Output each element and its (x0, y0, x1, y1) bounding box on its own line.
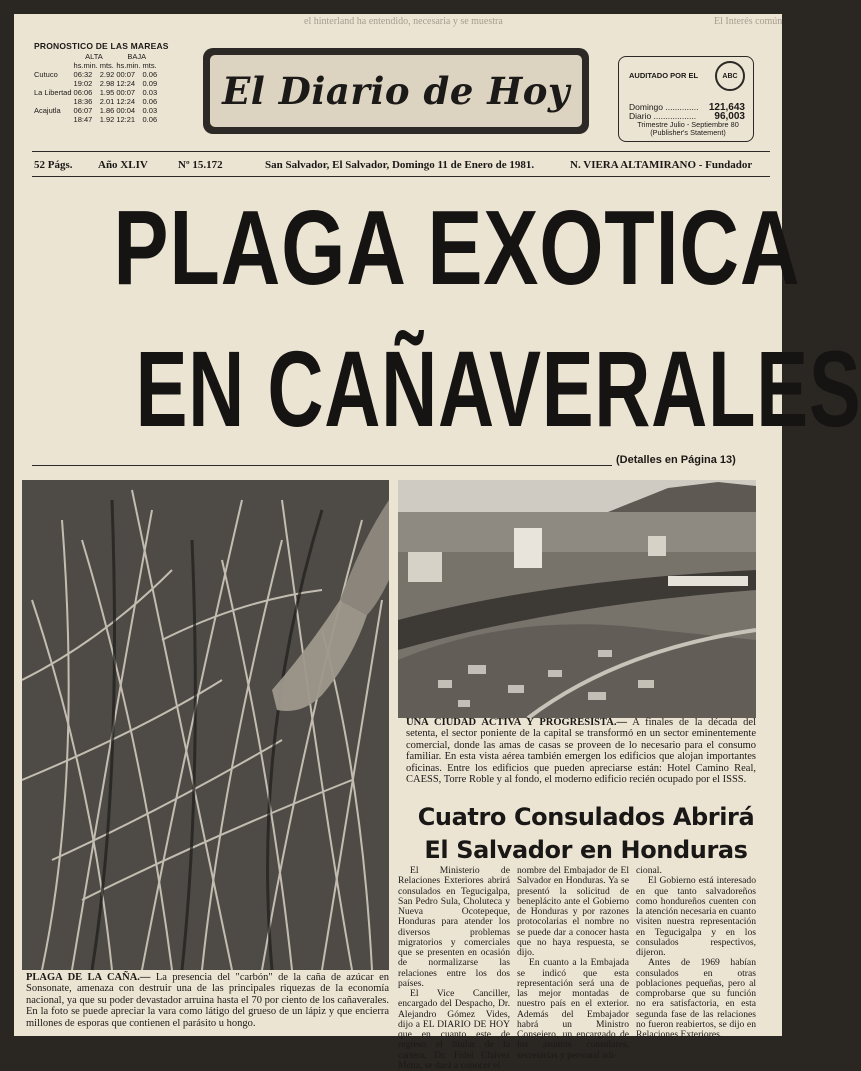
tide-table (34, 52, 159, 124)
sugarcane-photo-graphic (22, 480, 389, 970)
consulates-headline: Cuatro Consulados Abrirá El Salvador en Honduras (417, 803, 755, 864)
audit-label: AUDITADO POR EL (629, 71, 699, 80)
masthead (203, 48, 589, 134)
tide-unit: hs.min. (73, 61, 98, 70)
aerial-city-photo (398, 480, 756, 718)
headline-details-ref: (Detalles en Página 13) (616, 454, 736, 466)
tide-row: 19:02 2.98 12:24 0.09 (73, 79, 158, 88)
issue-number: Nº 15.172 (178, 159, 223, 171)
tide-header-high: ALTA (85, 52, 103, 61)
audit-row-daily: Diario .................. 96,003 (629, 111, 745, 122)
article-column-2: nombre del Embajador de El Salvador en Honduras. Ya se presentó la solicitud de beneplácito ante el Gobierno de Honduras y por razones protocolarias el nombre no se puede dar a conocer hasta que no haya respuesta, se dijo. En cuanto a la Embajada se indicó que esta representación será una de las mejor montadas de nuestro país en el exterior. Además del Embajador habrá un Ministro Consejero, un encargado de los asuntos consulares, secretarías y personal adi- (517, 865, 629, 1061)
tide-row: La Libertad 06:06 1.95 00:07 0.03 (34, 88, 158, 97)
article-column-3: cional. El Gobierno está interesado en que tanto salvadoreños como hondureños cuenten con la atención necesaria en cuanto visiten nuestra representación en Tegucigalpa y en los consulados respectivos, dijeron. Antes de 1969 habían consulados en otras poblaciones pequeñas, pero al comprobarse que su función no era satisfactoria, en esta segunda fase de las relaciones no fueron reabiertos, se dijo en Relaciones Exteriores. (636, 865, 756, 1040)
tide-forecast (34, 42, 194, 124)
tide-row: Cutuco 06:32 2.92 00:07 0.06 (34, 70, 158, 79)
article-column-1: El Ministerio de Relaciones Exteriores abrirá consulados en Tegucigalpa, San Pedro Sula, Choluteca y Nueva Ocotepeque, Honduras para atender los diversos problemas migratorios y comerciales que se presenten en ocasión de normalizarse las relaciones entre los dos países. El Vice Canciller, encargado del Despacho, Dr. Alejandro Gómez Vides, dijo a EL DIARIO DE HOY que en cuanto este de regreso el titular de la cartera, Dr. Fidel Chávez Mena, se dará a conocer el (398, 865, 510, 1071)
tide-row: Acajutla 06:07 1.86 00:04 0.03 (34, 106, 158, 115)
newspaper-title: El Diario de Hoy (222, 69, 570, 113)
sugarcane-photo (22, 480, 389, 970)
headline-line-2: EN CAÑAVERALES (135, 328, 861, 449)
audit-box (618, 56, 754, 142)
dateline-bottom-rule (32, 176, 770, 177)
audit-footnote: Trimestre Julio - Septiembre 80 (Publisher's Statement) (637, 120, 739, 137)
founder: N. VIERA ALTAMIRANO - Fundador (570, 159, 753, 171)
tide-forecast-title: PRONOSTICO DE LAS MAREAS (34, 41, 169, 51)
volume-year: Año XLIV (98, 159, 148, 171)
headline-line-1: PLAGA EXOTICA (113, 189, 801, 307)
tide-unit: mts. (142, 61, 157, 70)
audit-row-sunday: Domingo .............. 121,643 (629, 102, 745, 113)
bleed-through-text-right: El Interés común (714, 16, 783, 27)
headline-rule (32, 465, 612, 466)
page-count: 52 Págs. (34, 159, 73, 171)
city-caption: UNA CIUDAD ACTIVA Y PROGRESISTA.— A finales de la década del setenta, el sector poniente de la capital se transformó en un sector eminentemente comercial, donde las amas de casas se proveen de lo necesario para el consumo familiar. En esta vista aérea también emergen los edificios que alojan importantes oficinas. Entre los edificios que pueden apreciarse están: Hotel Camino Real, CAESS, Torre Roble y al fondo, el moderno edificio recién ocupado por el ISSS. (406, 717, 757, 786)
masthead-panel (208, 53, 584, 129)
aerial-city-graphic (398, 480, 756, 718)
tide-unit: mts. (99, 61, 114, 70)
issue-date: San Salvador, El Salvador, Domingo 11 de Enero de 1981. (265, 159, 535, 171)
dateline-top-rule (32, 151, 770, 152)
abc-seal-icon: ABC (715, 61, 745, 91)
tide-row: 18:47 1.92 12:21 0.06 (73, 115, 158, 124)
dateline (32, 156, 770, 176)
sugarcane-caption: PLAGA DE LA CAÑA.— La presencia del "carbón" de la caña de azúcar en Sonsonate, amenaza con destruir una de las principales riquezas de la economía nacional, ya que su poder devastador arruina hasta el 70 por ciento de los cañaverales. En la foto se puede apreciar la vara como látigo del grueso de un lápiz y que encierra millones de esporas que contienen el parásito u hongo. (26, 972, 389, 1029)
newspaper-front-page (14, 14, 861, 1071)
tide-unit: hs.min. (116, 61, 141, 70)
tide-header-low: BAJA (127, 52, 147, 61)
bleed-through-text: el hinterland ha entendido, necesaria y se muestra (304, 16, 503, 27)
tide-row: 18:36 2.01 12:24 0.06 (73, 97, 158, 106)
